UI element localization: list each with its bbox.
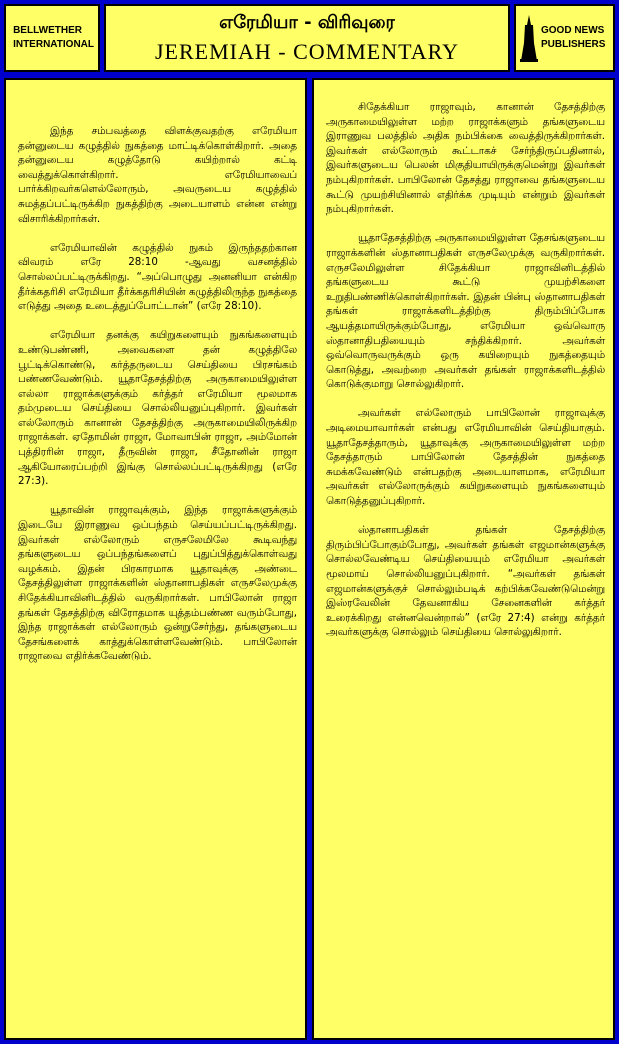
paragraph: அவர்கள் எல்லோரும் பாபிலோன் ராஜாவுக்கு அடிமையாவார்கள் என்பது எரேமியாவின் செய்தியாகும். யூதாதேசத்தாரும், யூதாவுக்கு அருகாமையிலுள்ள மற்ற தேசத்தாரும் பாபிலோன் தேசத்தின் நுகத்தை சுமக்கவேண்டும் என்பதற்கு அடையாளமாக, எரேமியா அவர்கள் எல்லோருக்கும் கயிறுகளையும் நுகங்களையும் கொடுத்தனுப்புகிறார். [326, 407, 605, 508]
paragraph: எரேமியாவின் கழுத்தில் நுகம் இருந்ததற்கான விவரம் எரே 28:10 -ஆவது வசனத்தில் சொல்லப்பட்டிருக்கிறது. “அப்பொழுது அனனியா என்கிற தீர்க்கதரிசி எரேமியா தீர்க்கதரிசியின் கழுத்திலிருந்த நுகத்தை எடுத்து அதை உடைத்துப்போட்டான்” (எரே 28:10). [18, 241, 297, 313]
logo-line1: BELLWETHER [13, 25, 82, 36]
title-banner [104, 4, 510, 72]
good-news-logo [514, 4, 615, 72]
paragraph: யூதாதேசத்திற்கு அருகாமையிலுள்ள தேசங்களுடைய ராஜாக்களின் ஸ்தானாபதிகள் எருசலேமுக்கு வருகிறார்கள். எருசலேமிலுள்ள சிதேக்கியா ராஜாவினிடத்தில் தங்களுடைய கூட்டு முயற்சிகளை உறுதிபண்ணிக்கொள்கிறார்கள். இதன் பின்பு ஸ்தானாபதிகள் தங்கள் ராஜாக்களிடத்திற்கு திரும்பிப்போக ஆயத்தமாயிருக்கும்போது, எரேமியா ஒவ்வொரு ஸ்தானாதிபதியையும் சந்திக்கிறார். அவர்கள் ஒவ்வொருவருக்கும் ஒரு கயிறையும் நுகத்தையும் கொடுத்து, அவற்றை அவர்கள் தங்கள் ராஜாக்களிடத்தில் கொடுக்குமாறு சொல்லுகிறார். [326, 232, 605, 391]
logo-line2: PUBLISHERS [541, 39, 606, 50]
right-column [312, 78, 615, 1040]
paragraph: எரேமியா தனக்கு கயிறுகளையும் நுகங்களையும் உண்டுபண்ணி, அவைகளை தன் கழுத்திலே பூட்டிக்கொண்டு, கர்த்தருடைய செய்தியை பிரசங்கம் பண்ணவேண்டும். யூதாதேசத்திற்கு அருகாமையிலுள்ள எல்லா ராஜாக்களுக்கும் கர்த்தர் எரேமியா மூலமாக தம்முடைய செய்தியை சொல்லியனுப்புகிறார். இவர்கள் எல்லோரும் கானான் தேசத்திற்கு அருகாமையிலிருக்கிற ராஜாக்கள். ஏதோமின் ராஜா, மோவாபின் ராஜா, அம்மோன் புத்திரரின் ராஜா, தீருவின் ராஜா, சீதோனின் ராஜா ஆகியோரைப்பற்றி இங்கு சொல்லப்பட்டிருக்கிறது (எரே 27:3). [18, 329, 297, 488]
paragraph: யூதாவின் ராஜாவுக்கும், இந்த ராஜாக்களுக்கும் இடையே இராணுவ ஒப்பந்தம் செய்யப்பட்டிருக்கிறது. இவர்கள் எல்லோரும் எருசலேமிலே கூடிவந்து தங்களுடைய ஒப்பந்தங்களைப் புதுப்பித்துக்கொள்வது வழக்கம். இதன் பிரகாரமாக யூதாவுக்கு அண்டை தேசத்திலுள்ள ராஜாக்களின் ஸ்தானாபதிகள் எருசலேமுக்கு சிதேக்கியாவினிடத்தில் வருகிறார்கள். பாபிலோன் ராஜா தங்கள் தேசத்திற்கு விரோதமாக யுத்தம்பண்ண வரும்போது, இந்த ராஜாக்கள் எல்லோரும் ஒன்றுசேர்ந்து, தங்களுடைய தேசங்களைக் காத்துக்கொள்ளவேண்டும். பாபிலோன் ராஜாவை எதிர்க்கவேண்டும். [18, 504, 297, 663]
title-english: JEREMIAH - COMMENTARY [154, 39, 460, 64]
paragraph: ஸ்தானாபதிகள் தங்கள் தேசத்திற்கு திரும்பிப்போகும்போது, அவர்கள் தங்கள் எஜமான்களுக்கு சொல்லவேண்டிய செய்தியையும் எரேமியா அவர்கள் மூலமாய் சொல்லியனுப்புகிறார். “அவர்கள் தங்கள் எஜமான்களுக்குச் சொல்லும்படிக் கற்பிக்கவேண்டுமென்று இஸ்ரவேலின் தேவனாகிய சேனைகளின் கர்த்தர் உரைக்கிறது என்னவென்றால்” (எரே 27:4) என்று கர்த்தர் அவர்களுக்கு சொல்லும் செய்தியை சொல்லுகிறார். [326, 524, 605, 639]
left-column [4, 78, 307, 1040]
paragraph: சிதேக்கியா ராஜாவும், கானான் தேசத்திற்கு அருகாமையிலுள்ள மற்ற ராஜாக்களும் தங்களுடைய இராணுவ பலத்தில் அதிக நம்பிக்கை வைத்திருக்கிறார்கள். இவர்கள் எல்லோரும் கூட்டாகச் சேர்ந்திருப்பதினால், இவர்களுடைய பெலன் மிகுதியாயிருக்குமென்று இவர்கள் நம்புகிறார்கள். பாபிலோன் தேசத்து ராஜாவை தங்களுடைய கூட்டு முயற்சியினால் எதிர்க்க முடியும் என்றும் இவர்கள் நம்புகிறார்கள். [326, 101, 605, 216]
logo-line1: GOOD NEWS [541, 25, 605, 36]
title-tamil: எரேமியா - விரிவுரை [219, 12, 395, 33]
logo-line2: INTERNATIONAL [13, 39, 94, 50]
tower-icon [520, 13, 538, 63]
bellwether-logo [4, 4, 100, 72]
paragraph: இந்த சம்பவத்தை விளக்குவதற்கு எரேமியா தன்னுடைய கழுத்தில் நுகத்தை மாட்டிக்கொள்கிறார். அதை தன்னுடைய கழுத்தோடு கயிற்றால் கட்டி வைத்துக்கொள்கிறார். எரேமியாவைப் பார்க்கிறவர்களெல்லோரும், அவருடைய கழுத்தில் சுமத்தப்பட்டிருக்கிற நுகத்திற்கு அடையாளம் என்ன என்று விசாரிக்கிறார்கள். [18, 125, 297, 225]
